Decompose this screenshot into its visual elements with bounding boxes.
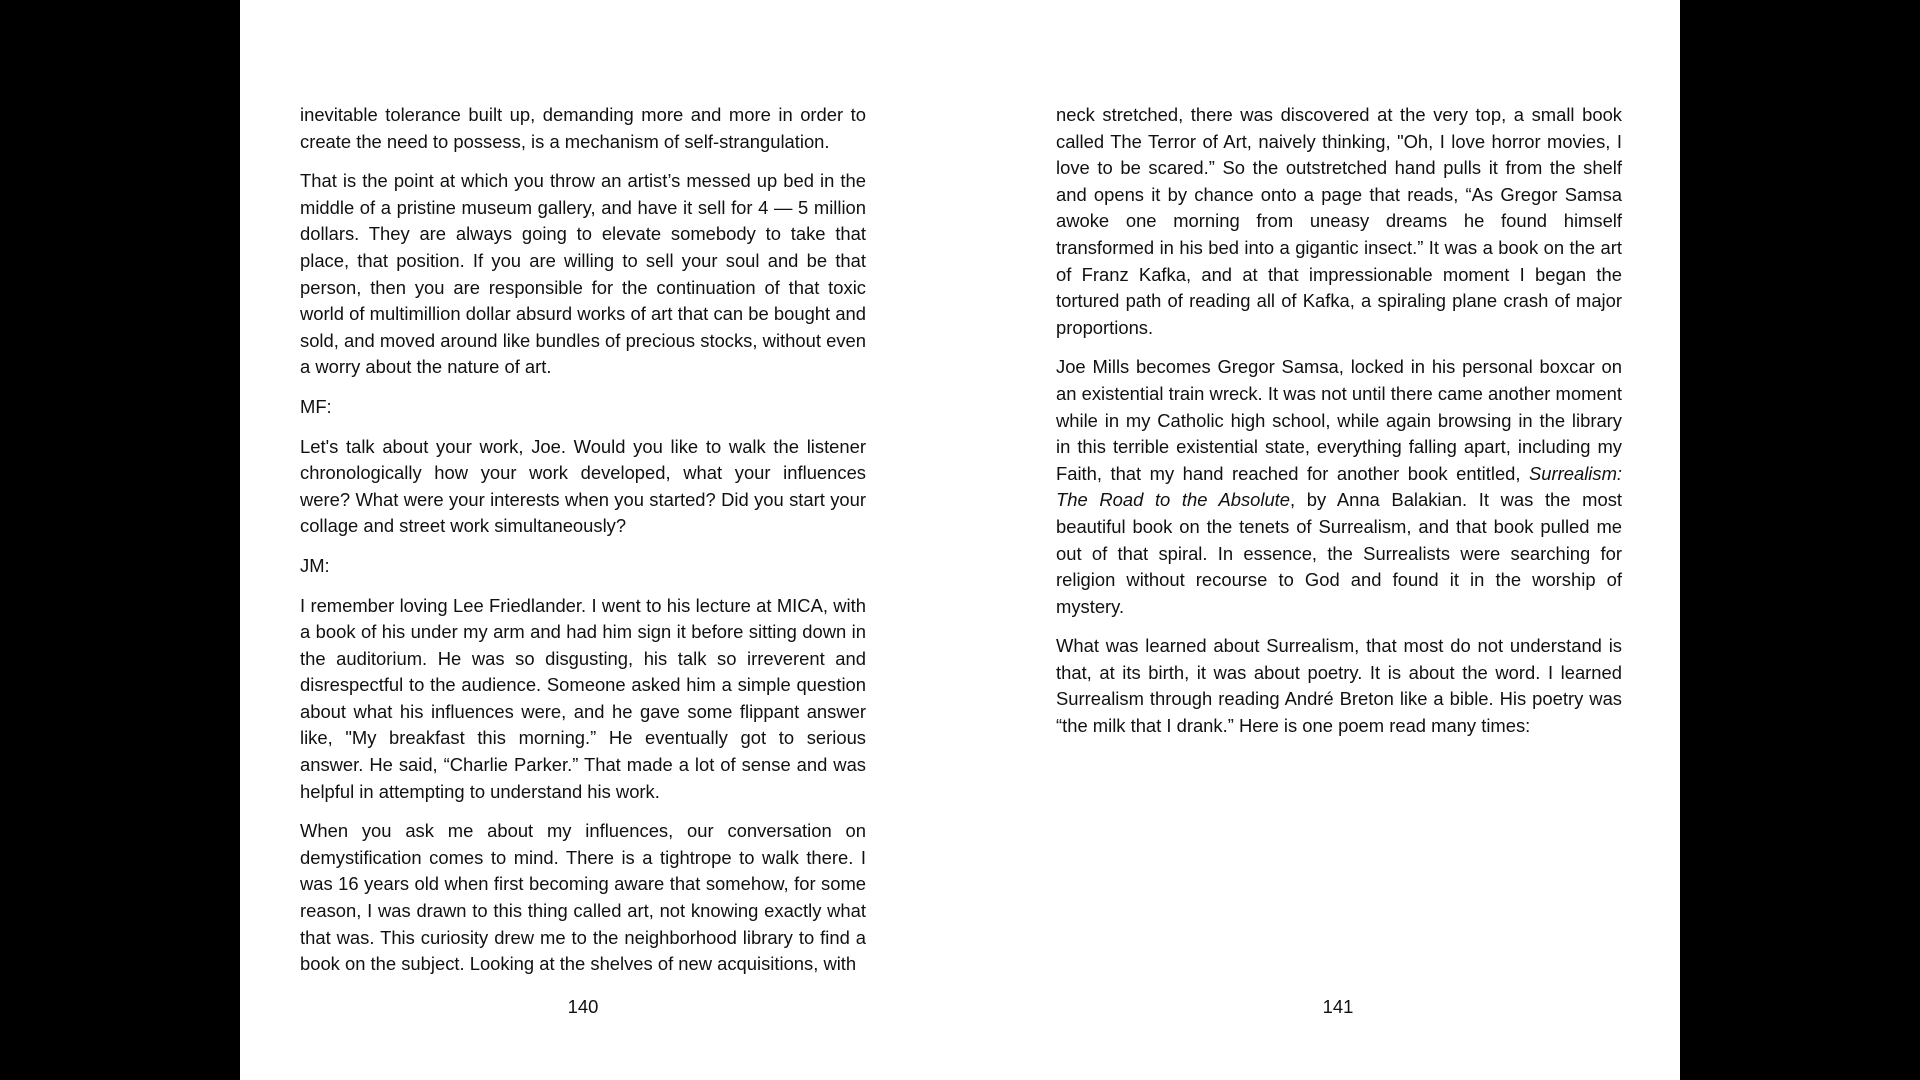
- speaker-label: JM:: [300, 554, 330, 576]
- page-number-right: 141: [1322, 996, 1354, 1017]
- paragraph: That is the point at which you throw an artist’s messed up bed in the middle of a pristine museum gallery, and have it sell for 4 — 5 million dollars. They are always going to elevate somebody to take that place, that position. If you are willing to sell your soul and be that person, then you are responsible for the continuation of that toxic world of multimillion dollar absurd works of art that can be bought and sold, and moved around like bundles of precious stocks, without even a worry about the nature of art.: [300, 170, 866, 378]
- left-page-text: [300, 102, 866, 991]
- paragraph-text: Joe Mills becomes Gregor Samsa, locked in his personal boxcar on an existential train wreck. It was not until there came another moment while in my Catholic high school, while again browsing in the library in this terrible existential state, everything falling apart, including my Faith, that my hand reached for another book entitled,: [1056, 356, 1622, 484]
- speaker-label: MF:: [300, 395, 332, 417]
- right-page-text: [1056, 102, 1622, 753]
- book-spread: [240, 0, 1680, 1080]
- paragraph: When you ask me about my influences, our conversation on demystification comes to mind. There is a tightrope to walk there. I was 16 years old when first becoming aware that somehow, for some reason, I was drawn to this thing called art, not knowing exactly what that was. This curiosity drew me to the neighborhood library to find a book on the subject. Looking at the shelves of new acquisitions, with: [300, 820, 866, 975]
- page-number-left: 140: [567, 996, 599, 1017]
- paragraph: Let's talk about your work, Joe. Would you like to walk the listener chronologically how your work developed, what your influences were? What were your interests when you started? Did you start your collage and street work simultaneously?: [300, 435, 866, 537]
- paragraph: inevitable tolerance built up, demanding more and more in order to create the need to possess, is a mechanism of self-strangulation.: [300, 104, 866, 152]
- paragraph-text: , by Anna Balakian. It was the most beautiful book on the tenets of Surrealism, and that book pulled me out of that spiral. In essence, the Surrealists were searching for religion without recourse to God and found it in the worship of mystery.: [1056, 489, 1623, 617]
- paragraph: What was learned about Surrealism, that most do not understand is that, at its birth, it was about poetry. It is about the word. I learned Surrealism through reading André Breton like a bible. His poetry was “the milk that I drank.” Here is one poem read many times:: [1056, 635, 1622, 737]
- paragraph: I remember loving Lee Friedlander. I went to his lecture at MICA, with a book of his under my arm and had him sign it before sitting down in the auditorium. He was so disgusting, his talk so irreverent and disrespectful to the audience. Someone asked him a simple question about what his influences were, and he gave some flippant answer like, "My breakfast this morning.” He eventually got to serious answer. He said, “Charlie Parker.” That made a lot of sense and was helpful in attempting to understand his work.: [300, 594, 866, 802]
- book-title: Surrealism: The Road to the Absolute: [1056, 462, 1622, 511]
- paragraph: [1056, 354, 1622, 620]
- paragraph: neck stretched, there was discovered at the very top, a small book called The Terror of Art, naively thinking, "Oh, I love horror movies, I love to be scared.” So the outstretched hand pulls it from the shelf and opens it by chance onto a page that reads, “As Gregor Samsa awoke one morning from uneasy dreams he found himself transformed in his bed into a gigantic insect.” It was a book on the art of Franz Kafka, and at that impressionable moment I began the tortured path of reading all of Kafka, a spiraling plane crash of major proportions.: [1056, 104, 1622, 338]
